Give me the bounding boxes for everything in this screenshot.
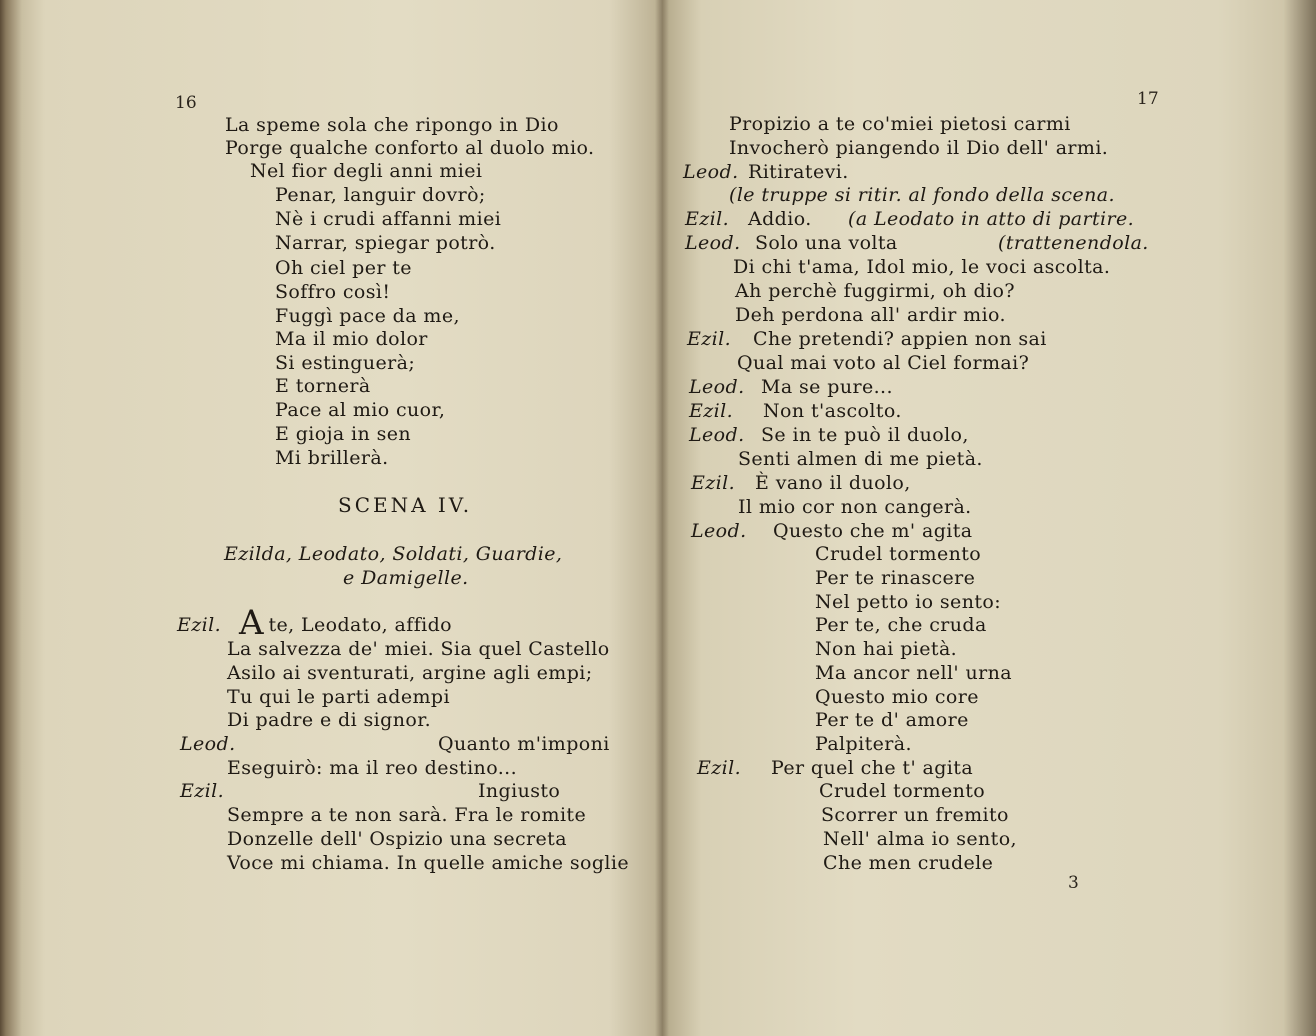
aria-line: Questo mio core: [815, 686, 979, 708]
speaker-label: Ezil.: [687, 328, 732, 350]
dialogue-line: Qual mai voto al Ciel formai?: [737, 352, 1030, 374]
drop-cap: A: [239, 603, 264, 643]
aria-line: Scorrer un fremito: [821, 804, 1009, 826]
characters-list-continued: e Damigelle.: [343, 567, 469, 589]
aria-line: Per te d' amore: [815, 709, 969, 731]
speaker-label: Ezil.: [691, 472, 736, 494]
dialogue-line: Sempre a te non sarà. Fra le romite: [227, 804, 587, 826]
speaker-label: Ezil.: [697, 757, 742, 779]
song-line: Mi brillerà.: [275, 447, 389, 469]
dialogue-line: Solo una volta: [755, 232, 898, 254]
aria-line: Per te rinascere: [815, 567, 976, 589]
aria-line: Che men crudele: [823, 852, 994, 874]
book-gutter: [655, 0, 669, 1036]
page-number-left: 16: [175, 93, 197, 113]
aria-line: Crudel tormento: [819, 780, 986, 802]
song-line: Pace al mio cuor,: [275, 399, 446, 421]
dialogue-line: Di chi t'ama, Idol mio, le voci ascolta.: [733, 256, 1111, 278]
dialogue-line: te, Leodato, affido: [262, 614, 453, 636]
song-line: Nel fior degli anni miei: [250, 160, 483, 182]
dialogue-line: Eseguirò: ma il reo destino...: [227, 757, 518, 779]
song-line: Porge qualche conforto al duolo mio.: [225, 137, 595, 159]
song-line: Ma il mio dolor: [275, 328, 428, 350]
dialogue-line: Se in te può il duolo,: [761, 424, 969, 446]
speaker-label: Ezil.: [177, 614, 222, 636]
dialogue-line: Invocherò piangendo il Dio dell' armi.: [729, 137, 1109, 159]
dialogue-line: Quanto m'imponi: [438, 733, 610, 755]
signature-mark: 3: [1068, 873, 1079, 893]
speaker-label: Leod.: [683, 161, 739, 183]
aria-line: Crudel tormento: [815, 543, 982, 565]
speaker-label: Ezil.: [689, 400, 734, 422]
song-line: Fuggì pace da me,: [275, 305, 460, 327]
speaker-label: Leod.: [691, 520, 747, 542]
song-line: Si estinguerà;: [275, 352, 416, 374]
dialogue-line: Il mio cor non cangerà.: [738, 496, 972, 518]
characters-list: Ezilda, Leodato, Soldati, Guardie,: [224, 543, 563, 565]
stage-direction: (le truppe si ritir. al fondo della scena.: [729, 184, 1115, 206]
aria-line: Non hai pietà.: [815, 638, 958, 660]
dialogue-line: Ingiusto: [478, 780, 561, 802]
right-page: [662, 0, 1316, 1036]
stage-direction: (a Leodato in atto di partire.: [848, 208, 1135, 230]
dialogue-line: Ritiratevi.: [748, 161, 849, 183]
dialogue-line: Propizio a te co'miei pietosi carmi: [729, 113, 1071, 135]
dialogue-line: Donzelle dell' Ospizio una secreta: [227, 828, 567, 850]
dialogue-line: Voce mi chiama. In quelle amiche soglie: [227, 852, 629, 874]
dialogue-line: Per quel che t' agita: [771, 757, 974, 779]
dialogue-line: Addio.: [748, 208, 812, 230]
speaker-label: Leod.: [689, 424, 745, 446]
song-line: E gioja in sen: [275, 423, 412, 445]
dialogue-line: Tu qui le parti adempi: [227, 686, 450, 708]
scene-heading: SCENA IV.: [338, 493, 473, 517]
dialogue-line: Che pretendi? appien non sai: [753, 328, 1047, 350]
aria-line: Nell' alma io sento,: [823, 828, 1017, 850]
song-line: E tornerà: [275, 375, 371, 397]
speaker-label: Leod.: [180, 733, 236, 755]
dialogue-line: La salvezza de' miei. Sia quel Castello: [227, 638, 610, 660]
stage-direction: (trattenendola.: [998, 232, 1149, 254]
speaker-label: Leod.: [685, 232, 741, 254]
dialogue-line: Asilo ai sventurati, argine agli empi;: [227, 662, 593, 684]
speaker-label: Ezil.: [685, 208, 730, 230]
speaker-label: Leod.: [689, 376, 745, 398]
dialogue-line: Senti almen di me pietà.: [738, 448, 983, 470]
dialogue-line: Questo che m' agita: [773, 520, 973, 542]
aria-line: Per te, che cruda: [815, 614, 987, 636]
dialogue-line: Di padre e di signor.: [227, 709, 432, 731]
dialogue-line: È vano il duolo,: [755, 472, 911, 494]
aria-line: Ma ancor nell' urna: [815, 662, 1012, 684]
aria-line: Palpiterà.: [815, 733, 912, 755]
dialogue-line: Deh perdona all' ardir mio.: [735, 304, 1007, 326]
page-number-right: 17: [1137, 89, 1159, 109]
dialogue-line: Ah perchè fuggirmi, oh dio?: [735, 280, 1015, 302]
speaker-label: Ezil.: [180, 780, 225, 802]
song-line: Narrar, spiegar potrò.: [275, 232, 496, 254]
song-line: Penar, languir dovrò;: [275, 184, 486, 206]
song-line: Nè i crudi affanni miei: [275, 208, 502, 230]
aria-line: Nel petto io sento:: [815, 591, 1002, 613]
song-line: Soffro così!: [275, 281, 391, 303]
dialogue-line: Ma se pure...: [761, 376, 893, 398]
song-line: Oh ciel per te: [275, 257, 412, 279]
dialogue-line: Non t'ascolto.: [763, 400, 902, 422]
song-line: La speme sola che ripongo in Dio: [225, 114, 559, 136]
